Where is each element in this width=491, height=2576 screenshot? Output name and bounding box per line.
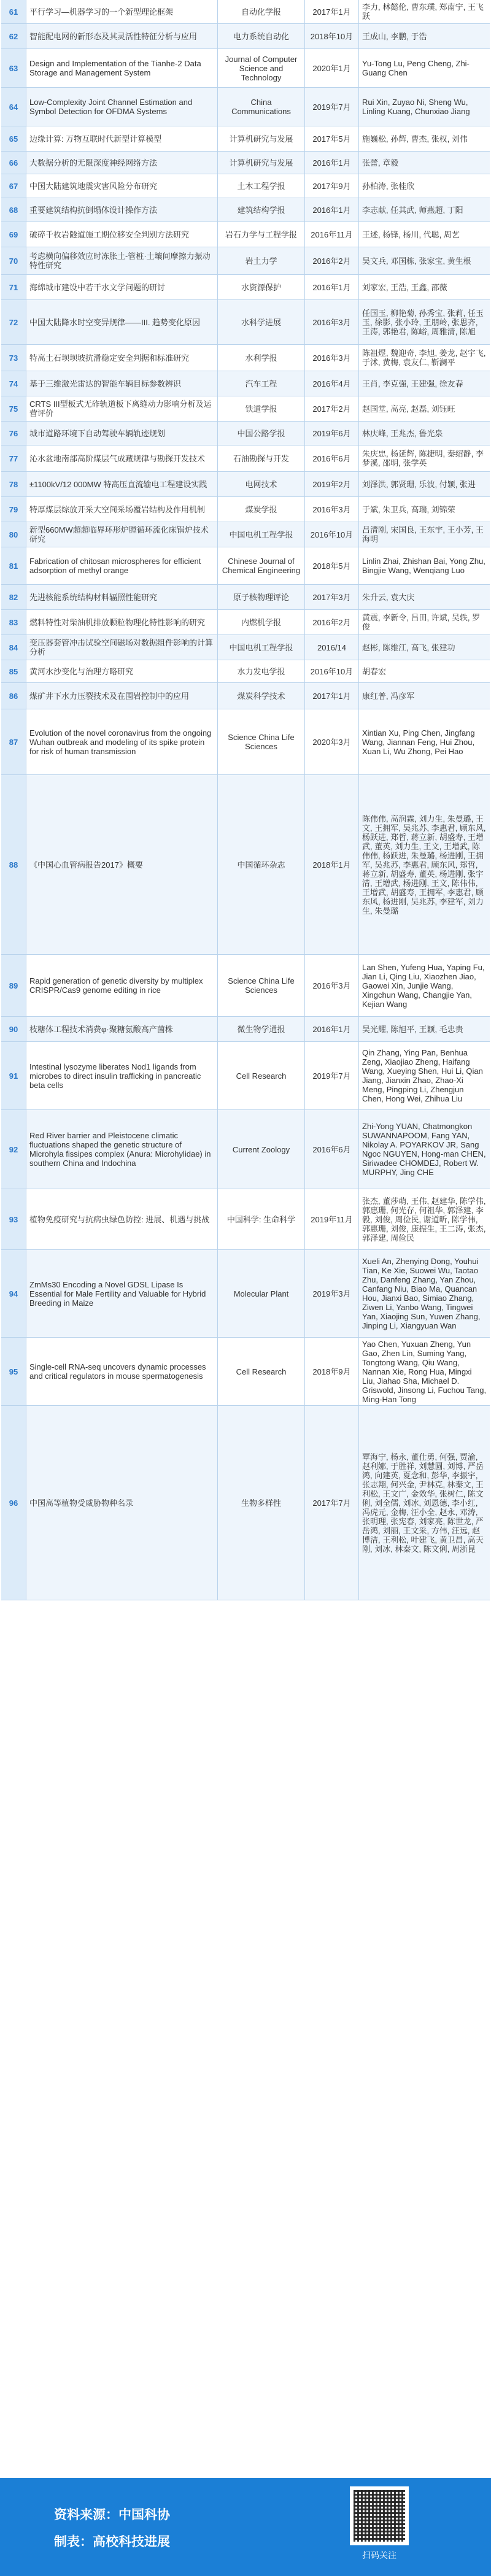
journal-name: 岩石力学与工程学报: [217, 222, 304, 247]
journal-name: 石油勘探与开发: [217, 445, 304, 471]
journal-name: 铁道学报: [217, 396, 304, 421]
paper-title: 重要建筑结构抗倒塌体设计操作方法: [26, 198, 217, 222]
paper-title: 大数据分析的无限深度神经网络方法: [26, 152, 217, 174]
row-number: 69: [1, 222, 26, 247]
paper-authors: Rui Xin, Zuyao Ni, Sheng Wu, Linling Kuang, Chunxiao Jiang: [358, 88, 490, 126]
paper-title: 变压器套管冲击试验空间磁场对数据组件影响的计算分析: [26, 635, 217, 660]
paper-title: 海绵城市建设中若干水文学问题的研讨: [26, 275, 217, 299]
paper-authors: 吕清刚, 宋国良, 王东宇, 王小芳, 王海明: [358, 522, 490, 547]
table-row: [1, 955, 490, 1017]
publish-date: 2016年3月: [304, 300, 358, 344]
paper-title: 边缘计算: 万物互联时代新型计算模型: [26, 126, 217, 151]
paper-title: 煤矿井下水力压裂技术及在围岩控制中的应用: [26, 683, 217, 709]
row-number: 95: [1, 1338, 26, 1405]
journal-name: 汽车工程: [217, 371, 304, 396]
table-row: [1, 345, 490, 371]
paper-authors: 张蕾, 章毅: [358, 152, 490, 174]
table-row: [1, 88, 490, 126]
paper-authors: 施巍松, 孙辉, 曹杰, 张权, 刘伟: [358, 126, 490, 151]
paper-title: 城市道路环境下自动驾驶车辆轨迹规划: [26, 422, 217, 445]
paper-authors: 李力, 林懿伦, 曹东璞, 郑南宁, 王飞跃: [358, 0, 490, 23]
journal-name: 中国科学: 生命科学: [217, 1189, 304, 1249]
publish-date: 2016年1月: [304, 198, 358, 222]
publish-date: 2019年7月: [304, 88, 358, 126]
table-row: [1, 635, 490, 660]
paper-title: 《中国心血管病报告2017》概要: [26, 775, 217, 954]
paper-authors: 刘家宏, 王浩, 王鑫, 邵薇: [358, 275, 490, 299]
row-number: 75: [1, 396, 26, 421]
paper-authors: 朱庆忠, 杨延辉, 陈捷明, 秦绍静, 李梦溪, 邵明, 张学英: [358, 445, 490, 471]
table-row: [1, 497, 490, 522]
publish-date: 2020年3月: [304, 709, 358, 774]
paper-authors: 刘泽洪, 郭贤珊, 乐波, 付颖, 张进: [358, 472, 490, 496]
table-row: [1, 198, 490, 222]
publish-date: 2017年1月: [304, 683, 358, 709]
paper-authors: 陈祖煜, 魏迎奇, 李旭, 姜龙, 赵宇飞, 于沭, 黄梅, 袁友仁, 靳澜平: [358, 345, 490, 371]
paper-title: Intestinal lysozyme liberates Nod1 ligands from microbes to direct insulin trafficking in pancreatic beta cells: [26, 1042, 217, 1109]
journal-name: 建筑结构学报: [217, 198, 304, 222]
row-number: 74: [1, 371, 26, 396]
publish-date: 2018年5月: [304, 547, 358, 584]
journal-name: 微生物学通报: [217, 1017, 304, 1041]
publish-date: 2016年6月: [304, 445, 358, 471]
publish-date: 2016年1月: [304, 275, 358, 299]
paper-authors: 于斌, 朱卫兵, 高瑞, 刘锦荣: [358, 497, 490, 522]
paper-title: 智能配电网的新形态及其灵活性特征分析与应用: [26, 24, 217, 48]
publish-date: 2016年2月: [304, 247, 358, 274]
publish-date: 2016年10月: [304, 522, 358, 547]
journal-name: 原子核物理评论: [217, 585, 304, 609]
row-number: 73: [1, 345, 26, 371]
publish-date: 2017年5月: [304, 126, 358, 151]
table-row: [1, 396, 490, 422]
table-row: [1, 585, 490, 610]
paper-authors: 任国玉, 柳艳菊, 孙秀宝, 张莉, 任玉玉, 徐影, 张小玲, 王朋岭, 张思齐, 王涛, 郭艳君, 陈峪, 周雅清, 陈旭: [358, 300, 490, 344]
row-number: 82: [1, 585, 26, 609]
journal-name: China Communications: [217, 88, 304, 126]
paper-authors: Zhi-Yong YUAN, Chatmongkon SUWANNAPOOM, Fang YAN, Nikolay A. POYARKOV JR, Sang Ngoc NGUYEN, Hong-man CHEN, Siriwadee CHOMDEJ, Robert W. MURPHY, Jing CHE: [358, 1110, 490, 1189]
paper-title: 枝糖体工程技术消费φ·聚糖氨酸高产菌株: [26, 1017, 217, 1041]
publish-date: 2019年2月: [304, 472, 358, 496]
paper-authors: 赵国堂, 高亮, 赵磊, 刘钰旺: [358, 396, 490, 421]
journal-name: 生物多样性: [217, 1406, 304, 1600]
paper-authors: Yu-Tong Lu, Peng Cheng, Zhi-Guang Chen: [358, 49, 490, 87]
paper-authors: 陈伟伟, 高润霖, 刘力生, 朱曼璐, 王文, 王拥军, 吴兆苏, 李惠君, 顾东风, 杨跃进, 郑哲, 蒋立新, 胡盛寿, 王增武, 董英, 刘力生, 王文, 王增武, 陈伟伟, 杨跃进, 朱曼璐, 杨进刚, 王拥军, 吴兆苏, 李惠君, 顾东风, 郑哲, 蒋立新, 胡盛寿, 董英, 杨进刚, 张宇清, 王增武, 杨进刚, 王文, 陈伟伟, 王增武, 胡盛寿, 王拥军, 李惠君, 顾东风, 杨进刚, 吴兆苏, 李建军, 刘力生, 朱曼璐: [358, 775, 490, 954]
row-number: 70: [1, 247, 26, 274]
paper-authors: Xueli An, Zhenying Dong, Youhui Tian, Ke Xie, Suowei Wu, Taotao Zhu, Danfeng Zhang, Yan Zhou, Canfang Niu, Biao Ma, Quancan Hou, Jianxi Bao, Simiao Zhang, Ziwen Li, Yanbo Wang, Tingwei Yan, Xiaojing Sun, Yuwen Zhang, Jinping Li, Xiangyuan Wan: [358, 1250, 490, 1337]
qr-code-icon[interactable]: [350, 2486, 409, 2545]
paper-authors: Yao Chen, Yuxuan Zheng, Yun Gao, Zhen Lin, Suming Yang, Tongtong Wang, Qiu Wang, Nannan Xie, Rong Hua, Mingxi Liu, Jiahao Sha, Michael D. Griswold, Jinsong Li, Fuchou Tang, Ming-Han Tong: [358, 1338, 490, 1405]
journal-name: 水力发电学报: [217, 660, 304, 682]
paper-authors: 王成山, 李鹏, 于浩: [358, 24, 490, 48]
row-number: 64: [1, 88, 26, 126]
row-number: 84: [1, 635, 26, 660]
journal-name: Cell Research: [217, 1338, 304, 1405]
journal-name: Current Zoology: [217, 1110, 304, 1189]
journal-name: 水资源保护: [217, 275, 304, 299]
publish-date: 2016/14: [304, 635, 358, 660]
publish-date: 2016年3月: [304, 497, 358, 522]
publish-date: 2016年2月: [304, 610, 358, 634]
paper-title: ZmMs30 Encoding a Novel GDSL Lipase Is Essential for Male Fertility and Valuable for Hybrid Breeding in Maize: [26, 1250, 217, 1337]
table-row: [1, 472, 490, 497]
paper-title: 特厚煤层综放开采大空间采场覆岩结构及作用机制: [26, 497, 217, 522]
row-number: 77: [1, 445, 26, 471]
paper-title: 中国大陆降水时空变异规律——III. 趋势变化原因: [26, 300, 217, 344]
paper-title: 沁水盆地南部高阶煤层气成藏规律与勘探开发技术: [26, 445, 217, 471]
maker-credit: 制表：高校科技进展: [54, 2535, 170, 2549]
table-row: [1, 660, 490, 683]
row-number: 85: [1, 660, 26, 682]
row-number: 81: [1, 547, 26, 584]
journal-name: Science China Life Sciences: [217, 955, 304, 1016]
paper-authors: 覃海宁, 杨永, 董仕勇, 何强, 贾渝, 赵利娜, 于胜祥, 刘慧圆, 刘博, 严岳鸿, 向建英, 夏念和, 彭华, 李振宇, 张志翔, 何兴金, 尹林克, 林秦文, 王利松, 王文广, 金效华, 张树仁, 陈文俐, 刘全儒, 刘冰, 刘恩德, 李小红, 冯虎元, 金梅, 汪小全, 赵永, 邓涛, 张明理, 张宪春, 刘家亮, 陈世龙, 严岳鸿, 刘丽, 王文采, 方伟, 汪远, 赵博洁, 王利松, 叶建飞, 黄卫昌, 高天刚, 刘冰, 林秦文, 陈文俐, 周浙昆: [358, 1406, 490, 1600]
paper-title: 考虑横向偏移效应时冻胀土-管桩·土壤间摩擦力振动特性研究: [26, 247, 217, 274]
paper-authors: 林庆峰, 王兆杰, 鲁光泉: [358, 422, 490, 445]
row-number: 72: [1, 300, 26, 344]
table-row: [1, 371, 490, 396]
paper-authors: Linlin Zhai, Zhishan Bai, Yong Zhu, Bingjie Wang, Wenqiang Luo: [358, 547, 490, 584]
journal-name: 水利学报: [217, 345, 304, 371]
paper-authors: 赵彬, 陈维江, 高飞, 张建功: [358, 635, 490, 660]
publish-date: 2017年7月: [304, 1406, 358, 1600]
paper-authors: 王肖, 李克强, 王建强, 徐友春: [358, 371, 490, 396]
table-row: [1, 1406, 490, 1600]
publish-date: 2019年7月: [304, 1042, 358, 1109]
paper-title: 黄河水沙变化与治理方略研究: [26, 660, 217, 682]
table-row: [1, 152, 490, 174]
paper-title: Fabrication of chitosan microspheres for efficient adsorption of methyl orange: [26, 547, 217, 584]
journal-name: 中国公路学报: [217, 422, 304, 445]
paper-authors: 王述, 杨锋, 杨川, 代聪, 周艺: [358, 222, 490, 247]
table-row: [1, 1042, 490, 1110]
row-number: 86: [1, 683, 26, 709]
paper-title: Design and Implementation of the Tianhe-2 Data Storage and Management System: [26, 49, 217, 87]
row-number: 93: [1, 1189, 26, 1249]
table-row: [1, 683, 490, 709]
journal-name: 电网技术: [217, 472, 304, 496]
paper-title: Evolution of the novel coronavirus from the ongoing Wuhan outbreak and modeling of its spike protein for risk of human transmission: [26, 709, 217, 774]
table-row: [1, 1110, 490, 1189]
publish-date: 2017年9月: [304, 174, 358, 198]
paper-title: 平行学习—机器学习的一个新型理论框架: [26, 0, 217, 23]
publish-date: 2018年10月: [304, 24, 358, 48]
table-row: [1, 445, 490, 472]
table-row: [1, 1338, 490, 1406]
table-row: [1, 422, 490, 445]
table-row: [1, 222, 490, 247]
qr-label: 扫码关注: [362, 2550, 396, 2560]
table-row: [1, 174, 490, 198]
paper-authors: 张杰, 董莎萌, 王伟, 赵建华, 陈学伟, 郭惠珊, 何光存, 何祖华, 郭泽建, 李毅, 刘俊, 周俭民, 谢道昕, 陈学伟, 郭惠珊, 刘俊, 康振生, 王二涛, 张杰, 郭泽建, 周俭民: [358, 1189, 490, 1249]
paper-title: Low-Complexity Joint Channel Estimation and Symbol Detection for OFDMA Systems: [26, 88, 217, 126]
publish-date: 2020年1月: [304, 49, 358, 87]
publish-date: 2016年11月: [304, 222, 358, 247]
row-number: 91: [1, 1042, 26, 1109]
paper-title: Rapid generation of genetic diversity by multiplex CRISPR/Cas9 genome editing in rice: [26, 955, 217, 1016]
publish-date: 2016年3月: [304, 345, 358, 371]
source-credit: 资料来源：中国科协: [54, 2508, 170, 2522]
publish-date: 2019年3月: [304, 1250, 358, 1337]
journal-name: 中国电机工程学报: [217, 635, 304, 660]
row-number: 96: [1, 1406, 26, 1600]
table-row: [1, 1017, 490, 1042]
publish-date: 2019年11月: [304, 1189, 358, 1249]
paper-title: CRTS III型板式无砟轨道板下离缝动力影响分析及运营评价: [26, 396, 217, 421]
row-number: 94: [1, 1250, 26, 1337]
paper-title: 破碎千枚岩隧道施工期位移安全判别方法研究: [26, 222, 217, 247]
publish-date: 2016年1月: [304, 152, 358, 174]
table-row: [1, 0, 490, 24]
row-number: 88: [1, 775, 26, 954]
row-number: 66: [1, 152, 26, 174]
table-row: [1, 775, 490, 955]
papers-table: [1, 0, 490, 1600]
row-number: 65: [1, 126, 26, 151]
row-number: 83: [1, 610, 26, 634]
row-number: 62: [1, 24, 26, 48]
paper-title: Red River barrier and Pleistocene climatic fluctuations shaped the genetic structure of Microhyla fissipes complex (Anura: Microhylidae) in southern China and Indochina: [26, 1110, 217, 1189]
journal-name: Science China Life Sciences: [217, 709, 304, 774]
paper-authors: 李志献, 任其武, 师燕超, 丁阳: [358, 198, 490, 222]
paper-title: 基于三维激光雷达的智能车辆目标参数辨识: [26, 371, 217, 396]
journal-name: Journal of Computer Science and Technology: [217, 49, 304, 87]
row-number: 76: [1, 422, 26, 445]
row-number: 87: [1, 709, 26, 774]
paper-authors: 胡春宏: [358, 660, 490, 682]
row-number: 67: [1, 174, 26, 198]
table-row: [1, 275, 490, 300]
publish-date: 2017年1月: [304, 0, 358, 23]
journal-name: 中国循环杂志: [217, 775, 304, 954]
publish-date: 2016年10月: [304, 660, 358, 682]
paper-authors: Lan Shen, Yufeng Hua, Yaping Fu, Jian Li, Qing Liu, Xiaozhen Jiao, Gaowei Xin, Junjie Wang, Xingchun Wang, Changjie Yan, Kejian Wang: [358, 955, 490, 1016]
journal-name: 水科学进展: [217, 300, 304, 344]
row-number: 63: [1, 49, 26, 87]
table-row: [1, 49, 490, 88]
journal-name: 电力系统自动化: [217, 24, 304, 48]
paper-authors: 吴光耀, 陈旭平, 王颖, 毛忠贵: [358, 1017, 490, 1041]
row-number: 68: [1, 198, 26, 222]
paper-title: 植物免疫研究与抗病虫绿色防控: 进展、机遇与挑战: [26, 1189, 217, 1249]
table-row: [1, 610, 490, 635]
paper-title: 中国高等植物受威胁物种名录: [26, 1406, 217, 1600]
table-row: [1, 547, 490, 585]
journal-name: Chinese Journal of Chemical Engineering: [217, 547, 304, 584]
table-row: [1, 522, 490, 547]
publish-date: 2016年6月: [304, 1110, 358, 1189]
table-row: [1, 247, 490, 275]
paper-title: 燃料特性对柴油机排放颗粒物理化特性影响的研究: [26, 610, 217, 634]
journal-name: 内燃机学报: [217, 610, 304, 634]
paper-authors: 朱升云, 袁大庆: [358, 585, 490, 609]
paper-authors: 黄震, 李新令, 吕田, 许斌, 吴轶, 罗俊: [358, 610, 490, 634]
table-row: [1, 300, 490, 345]
publish-date: 2017年2月: [304, 396, 358, 421]
journal-name: Molecular Plant: [217, 1250, 304, 1337]
row-number: 80: [1, 522, 26, 547]
journal-name: 自动化学报: [217, 0, 304, 23]
journal-name: 中国电机工程学报: [217, 522, 304, 547]
publish-date: 2016年3月: [304, 955, 358, 1016]
publish-date: 2018年1月: [304, 775, 358, 954]
publish-date: 2016年4月: [304, 371, 358, 396]
table-row: [1, 24, 490, 49]
row-number: 71: [1, 275, 26, 299]
journal-name: 土木工程学报: [217, 174, 304, 198]
row-number: 92: [1, 1110, 26, 1189]
row-number: 79: [1, 497, 26, 522]
row-number: 89: [1, 955, 26, 1016]
table-row: [1, 1250, 490, 1338]
journal-name: 煤炭学报: [217, 497, 304, 522]
publish-date: 2018年9月: [304, 1338, 358, 1405]
row-number: 61: [1, 0, 26, 23]
row-number: 90: [1, 1017, 26, 1041]
journal-name: Cell Research: [217, 1042, 304, 1109]
paper-title: 特高土石坝坝坡抗滑稳定安全判据和标准研究: [26, 345, 217, 371]
journal-name: 计算机研究与发展: [217, 126, 304, 151]
paper-title: 新型660MW超超临界环形炉膛循环流化床锅炉技术研究: [26, 522, 217, 547]
paper-authors: Xintian Xu, Ping Chen, Jingfang Wang, Jiannan Feng, Hui Zhou, Xuan Li, Wu Zhong, Pei Hao: [358, 709, 490, 774]
row-number: 78: [1, 472, 26, 496]
paper-title: ±1100kV/12 000MW 特高压直流输电工程建设实践: [26, 472, 217, 496]
paper-title: Single-cell RNA-seq uncovers dynamic processes and critical regulators in mouse spermatogenesis: [26, 1338, 217, 1405]
paper-title: 中国大陆建筑地震灾害风险分布研究: [26, 174, 217, 198]
journal-name: 岩土力学: [217, 247, 304, 274]
table-row: [1, 709, 490, 775]
footer-banner: [0, 2478, 491, 2576]
paper-authors: 孙柏涛, 张桂欣: [358, 174, 490, 198]
publish-date: 2019年6月: [304, 422, 358, 445]
table-row: [1, 126, 490, 152]
publish-date: 2016年1月: [304, 1017, 358, 1041]
paper-title: 先进核能系统结构材料辐照性能研究: [26, 585, 217, 609]
paper-authors: 吴文兵, 邓国栋, 张家宝, 黄生根: [358, 247, 490, 274]
paper-authors: Qin Zhang, Ying Pan, Benhua Zeng, Xiaojiao Zheng, Haifang Wang, Xueying Shen, Hui Li, Qian Jiang, Jianxin Zhao, Zhao-Xi Meng, Pingping Li, Zhengjun Chen, Hong Wei, Zhihua Liu: [358, 1042, 490, 1109]
table-row: [1, 1189, 490, 1250]
journal-name: 煤炭科学技术: [217, 683, 304, 709]
publish-date: 2017年3月: [304, 585, 358, 609]
paper-authors: 康红普, 冯彦军: [358, 683, 490, 709]
journal-name: 计算机研究与发展: [217, 152, 304, 174]
